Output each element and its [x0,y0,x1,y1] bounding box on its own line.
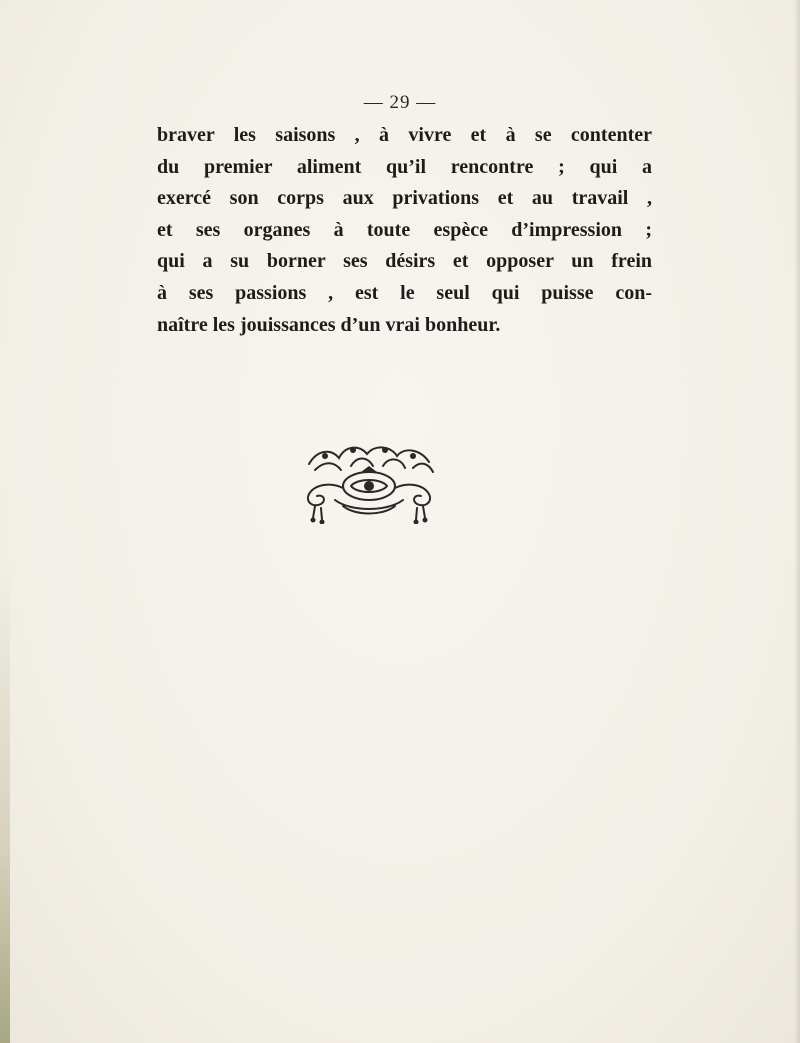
floral-tailpiece-ornament-icon [295,442,445,524]
text-line: et ses organes à toute espèce d’impression ; [157,218,652,241]
text-line: naître les jouissances d’un vrai bonheur. [157,313,501,336]
text-line: à ses passions , est le seul qui puisse con- [157,281,652,304]
text-line: exercé son corps aux privations et au travail , [157,187,652,210]
text-line: braver les saisons , à vivre et à se contenter [157,124,652,146]
page-stain [0,560,10,1043]
text-line: qui a su borner ses désirs et opposer un frein [157,250,652,273]
text-line: du premier aliment qu’il rencontre ; qui a [157,155,652,178]
page-number: — 29 — [363,92,437,113]
body-text [157,120,652,341]
page-edge-shadow [794,0,800,1043]
